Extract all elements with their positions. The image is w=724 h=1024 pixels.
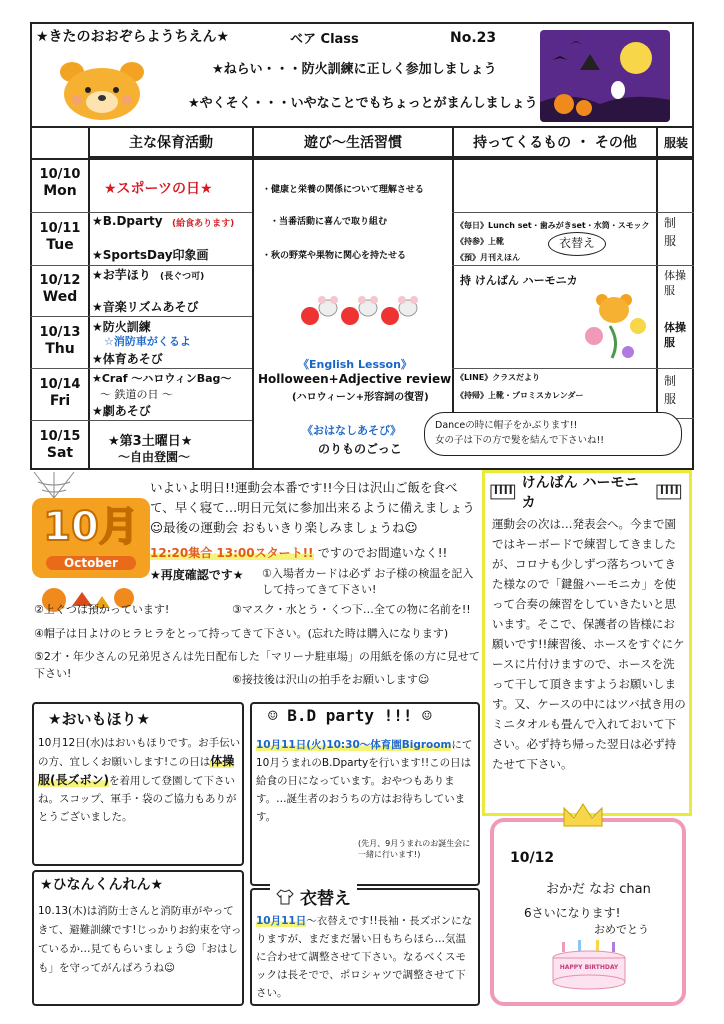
bring-harmonica: 持 けんばん ハーモニカ (460, 274, 578, 287)
month-label: 10月 (43, 504, 139, 550)
habit-item: ・当番活動に喜んで取り組む (270, 217, 388, 227)
row-line (30, 316, 252, 317)
bdparty-title-text: B.D party !!! (287, 706, 413, 725)
activity-craft: ★Craf ～ハロウィンBag～ (92, 372, 232, 385)
birthday-name: おかだ なお chan (546, 882, 651, 897)
row-line (452, 265, 694, 266)
cake-text: HAPPY BIRTHDAY (559, 964, 619, 971)
story-label: 《おはなしあそび》 (302, 424, 402, 437)
activity-imohori: ★お芋ほり (92, 268, 151, 282)
october-message: いよいよ明日!!運動会本番です!!今日は沢山ご飯を食べて、早く寝て…明日元気に参加出来るように備えましょう☺最後の運動会 おもいきり楽しみましょうね☺ (150, 480, 475, 535)
activity-bdparty: ★B.Dparty (92, 214, 163, 228)
date-cell: 10/10 Mon (39, 167, 81, 199)
hinan-title: ★ひなんくんれん★ (40, 877, 164, 893)
bdparty-note: (先月、9月うまれのお誕生会に一緒に行います!) (358, 839, 471, 859)
clothing-uniform-2: 制服 (664, 374, 677, 406)
issue-number: No.23 (450, 30, 497, 46)
date-cell: 10/14 Fri (39, 377, 81, 409)
imohori-title: ★おいもほり★ (48, 710, 150, 728)
clothing-gym: 体操服 (664, 269, 686, 297)
col-header-clothing: 服装 (658, 128, 694, 158)
date-cell: 10/11 Tue (39, 221, 81, 253)
divider-activity (252, 128, 254, 470)
shirt-icon (276, 889, 294, 905)
row-line (30, 212, 252, 213)
row-line (452, 368, 694, 369)
activity-sports-day: ★スポーツの日★ (104, 181, 213, 197)
keyboard-icon (490, 484, 516, 500)
birthday-congrats: おめでとう (594, 923, 649, 936)
bdparty-text: にて10月うまれのB.Dpartyを行います!!この日は給食の日になっています。おやつもあります。…誕生者のおうちの方はお待ちしています。 (256, 739, 473, 823)
english-sub: (ハロウィーン+形容詞の復習) (292, 392, 429, 403)
bear-flowers-illustration (580, 286, 654, 362)
date-cell: 10/13 Thu (39, 325, 81, 357)
activity-lunch-note: (給食あります) (172, 219, 235, 229)
halloween-illustration (540, 30, 670, 122)
time-line (150, 544, 447, 561)
bdparty-body (256, 736, 476, 826)
divider-bring (656, 128, 658, 418)
koromogae-date: 10月11日 (256, 915, 307, 927)
dance-note-line: 女の子は下の方で髪を結んで下さいね!! (435, 435, 605, 446)
bring-shoes: 《持参》上靴 (456, 237, 504, 246)
confirm-item: ③マスク・水とう・くつ下…全ての物に名前を!! (232, 603, 471, 616)
activity-free-attendance: ～自由登園～ (118, 450, 191, 464)
activity-boots-note: (長ぐつ可) (160, 272, 205, 282)
imohori-text: 10月12日(水)はおいもほりです。お手伝いの方、宜しくお願いします!この日は (38, 737, 241, 768)
keyboard-icon (656, 484, 682, 500)
date-cell: 10/15 Sat (39, 429, 81, 461)
confirm-item: ⑥接技後は沢山の拍手をお願いします☺ (232, 673, 430, 686)
bring-line: 《LINE》クラスだより (456, 373, 540, 382)
bdparty-title: ☺ B.D party !!! ☺ (268, 706, 432, 725)
bring-daily: 《毎日》Lunch set・歯みがきset・水筒・スモック (456, 221, 650, 230)
habit-item: ・秋の野菜や果物に関心を持たせる (262, 251, 407, 261)
harmonica-body: 運動会の次は…発表会へ。今まで園ではキーボードで練習してきましたが、コロナも少しずつ落ちついてきた様なので「鍵盤ハーモニカ」を使って合奏の練習をしていきたいと思います。そこで、保護者の皆様にお願いです!!練習後、ホースをすぐにケースに片付けますので、ホースを洗って干して頂きますようお願いします。又、ケースの中にはツバ拭き用のミニタオルも畳んで入れておいて下さい。必ず持ち帰った翌日は必ず持たせて下さい。 (492, 517, 686, 771)
col-header-habits: 遊び～生活習慣 (254, 128, 452, 158)
mice-apples-illustration (292, 292, 422, 328)
koromogae-bubble: 衣替え (548, 232, 606, 256)
imohori-highlight: 体操服(長ズボン) (38, 754, 235, 787)
confirm-item: ②上ぐつは預かっています! (34, 603, 170, 616)
divider-date (88, 128, 90, 470)
activity-railway-day: ～ 鉄道の日 ～ (100, 388, 173, 401)
crown-icon (560, 800, 606, 830)
dance-note-line: Danceの時に帽子をかぶります!! (435, 420, 578, 431)
class-name: ベア Class (290, 32, 359, 47)
confirm-item: ④帽子は日よけのヒラヒラをとって持ってきて下さい。(忘れた時は購入になります) (34, 627, 449, 640)
confirm-title: ★再度確認です★ (150, 568, 244, 582)
promise-text: ★やくそく・・・いやなことでもちょっとがまんしましょう (188, 96, 538, 111)
activity-third-saturday: ★第3土曜日★ (108, 434, 193, 449)
confirm-item: ①入場者カードは必ず お子様の検温を記入して持ってきて下さい! (262, 567, 474, 596)
koromogae-header (270, 884, 357, 909)
header-divider (30, 158, 694, 160)
activity-drama: ★劇あそび (92, 404, 151, 418)
school-name: ★きたのおおぞらようちえん★ (36, 29, 230, 45)
spiderweb-icon (30, 470, 78, 500)
imohori-text-2: を着用して登園して下さいね。スコップ、軍手・袋のご協力もありがとうございました。 (38, 775, 237, 823)
habit-item: ・健康と栄養の関係について理解させる (262, 185, 424, 195)
row-line (30, 420, 252, 421)
col-header-activity: 主な保育活動 (90, 128, 252, 158)
divider-habits (452, 128, 454, 418)
bring-picturebook: 《預》月刊えほん (456, 253, 520, 262)
bring-return: 《持帰》上靴・プロミスカレンダー (456, 391, 584, 400)
koromogae-title: 衣替え (300, 889, 351, 909)
english-label: 《English Lesson》 (298, 358, 412, 371)
activity-rhythm: ★音楽リズムあそび (92, 300, 199, 314)
story-title: のりものごっこ (318, 442, 402, 456)
activity-gym: ★体育あそび (92, 352, 163, 366)
hinan-body: 10.13(木)は消防士さんと消防車がやってきて、避難訓練です!じっかりお約束を守っているか…見てもらいましょう☺「おはしも」を守ってがんばろうね☺ (38, 905, 242, 974)
activity-fire-drill: ★防火訓練 (92, 320, 151, 334)
clothing-gym-2: 体操服 (664, 321, 686, 349)
dance-note-bubble (424, 412, 682, 456)
aim-text: ★ねらい・・・防火訓練に正しく参加しましょう (212, 62, 497, 77)
month-sub: October (46, 556, 136, 570)
harmonica-title: けんばん ハーモニカ (521, 475, 639, 511)
clothing-uniform: 制服 (664, 216, 677, 248)
row-line (30, 368, 252, 369)
confirm-item: ⑤2才・年少さんの兄弟児さんは先日配布した「マリーナ駐車場」の用紙を係の方に見せて下さい! (34, 650, 480, 680)
row-line (452, 212, 694, 213)
bdparty-date: 10月11日(火)10:30～体育園Bigroom (256, 739, 452, 751)
activity-fire-truck: ☆消防車がくるよ (104, 335, 191, 348)
october-badge (32, 498, 150, 578)
koromogae-text: ～衣替えです!!長袖・長ズボンになりますが、まだまだ暑い日もちらほら…気温に合わせて調整させて下さい。なるべくスモックは長そでで、ポロシャツで調整させて下さい。 (256, 915, 473, 999)
birthday-cake (548, 938, 630, 990)
activity-drawing: ★SportsDay印象画 (92, 248, 209, 262)
gather-time: 12:20集合 13:00スタート!! (150, 546, 314, 560)
harmonica-header (490, 475, 682, 511)
english-title: Holloween+Adjective review (258, 372, 452, 386)
birthday-date: 10/12 (510, 850, 555, 866)
time-note: ですのでお間違いなく!! (317, 546, 448, 560)
imohori-body (38, 734, 242, 826)
bear-illustration (52, 58, 152, 120)
koromogae-body (256, 912, 476, 1002)
date-cell: 10/12 Wed (39, 273, 81, 305)
col-header-bring: 持ってくるもの ・ その他 (454, 128, 656, 158)
birthday-message: 6さいになります! (524, 906, 621, 920)
